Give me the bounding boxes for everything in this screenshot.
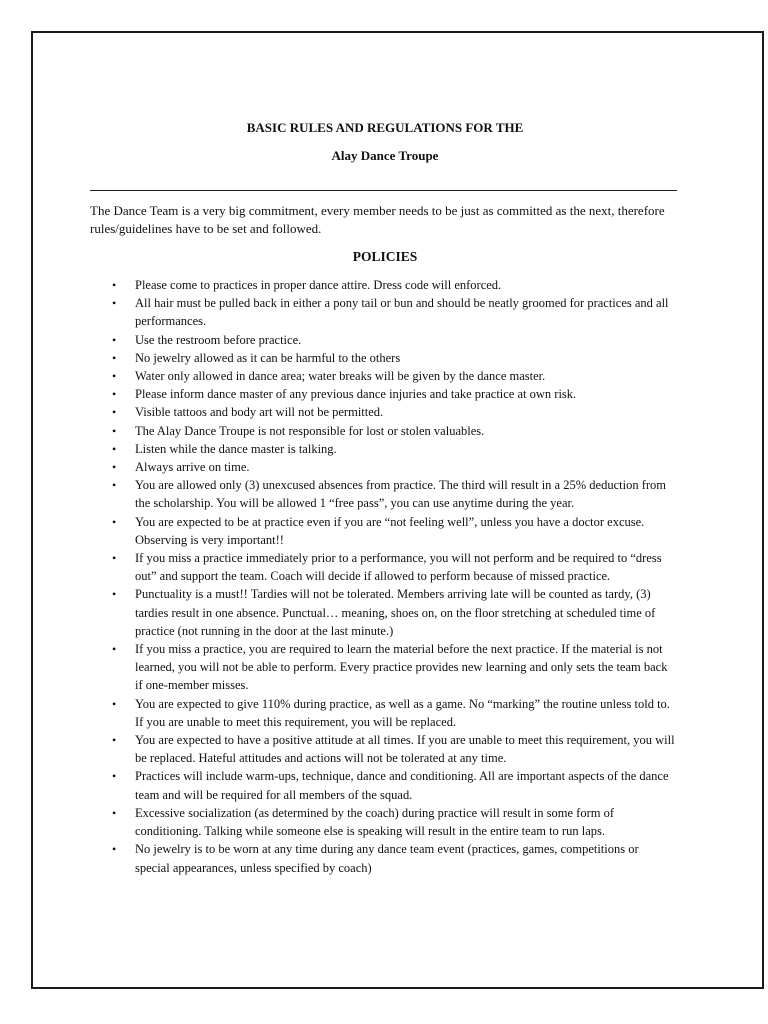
policy-text: If you miss a practice immediately prior to a performance, you will not perform and be required to “dress out” and support the team. Coach will decide if allowed to perform because of missed practice. [135,551,662,584]
policy-item [90,640,675,695]
policy-text: Punctuality is a must!! Tardies will not be tolerated. Members arriving late will be counted as tardy, (3) tardies result in one absence. Punctual… meaning, shoes on, on the floor stretching at scheduled time of practice (not running in the door at the last minute.) [135,587,656,638]
policy-item [90,731,675,767]
policy-text: Visible tattoos and body art will not be permitted. [135,405,384,420]
document-title: BASIC RULES AND REGULATIONS FOR THE [246,120,524,135]
policy-item [90,840,675,876]
policy-text: Please come to practices in proper dance attire. Dress code will enforced. [135,278,502,292]
policy-item [90,767,675,803]
policy-item [90,695,675,731]
policy-text: Water only allowed in dance area; water breaks will be given by the dance master. [135,369,546,384]
bullet-icon: • [112,278,117,292]
policy-text: Practices will include warm-ups, technique, dance and conditioning. All are important aspects of the dance team and will be required for all members of the squad. [135,769,669,802]
policy-text: Always arrive on time. [135,460,250,475]
document-subtitle: Alay Dance Troupe [331,148,439,163]
bullet-icon: • [112,423,117,438]
bullet-icon: • [112,587,117,602]
policy-text: You are expected to have a positive attitude at all times. If you are unable to meet this requirement, you will be replaced. Hateful attitudes and actions will not be tolerated at any time. [135,733,675,766]
policy-item [90,367,675,385]
bullet-icon: • [112,460,117,475]
policy-text: Listen while the dance master is talking. [135,441,337,456]
policy-text: The Alay Dance Troupe is not responsible for lost or stolen valuables. [135,423,485,438]
policy-text: Excessive socialization (as determined by the coach) during practice will result in some form of conditioning. Talking while someone else is speaking will result in the entire team to run laps. [135,805,615,839]
policy-text: If you miss a practice, you are required to learn the material before the next practice. If the material is not learned, you will not be able to perform. Every practice provides new learning and only sets the team back if one-member misses. [135,642,668,693]
bullet-icon: • [112,296,117,311]
document-body [90,118,680,877]
policy-text: Use the restroom before practice. [135,332,302,347]
policy-item [90,476,675,512]
policy-item [90,440,675,458]
bullet-icon: • [112,551,117,566]
bullet-icon: • [112,478,117,493]
bullet-icon: • [112,642,117,657]
bullet-icon: • [112,369,117,384]
policy-item [90,403,675,421]
bullet-icon: • [112,350,117,365]
policy-text: You are allowed only (3) unexcused absences from practice. The third will result in a 25% deduction from the scholarship. You will be allowed 1 “free pass”, you can use anytime during the year. [135,478,666,511]
policy-text: You are expected to be at practice even if you are “not feeling well”, unless you have a doctor excuse. Observing is very important!! [135,514,645,547]
policy-text: All hair must be pulled back in either a pony tail or bun and should be neatly groomed for practices and all performances. [135,296,669,329]
policy-item [90,422,675,440]
bullet-icon: • [112,805,117,820]
bullet-icon: • [112,696,117,711]
policy-item [90,349,675,367]
policy-item [90,585,675,640]
bullet-icon: • [112,769,117,784]
bullet-icon: • [112,441,117,456]
policy-item [90,294,675,330]
policy-item [90,804,675,840]
policy-text: Please inform dance master of any previous dance injuries and take practice at own risk. [135,387,577,402]
horizontal-rule [90,190,677,191]
policy-item [90,458,675,476]
policy-item [90,513,675,549]
policies-list [90,276,680,877]
bullet-icon: • [112,514,117,529]
bullet-icon: • [112,332,117,347]
policy-text: You are expected to give 110% during practice, as well as a game. No “marking” the routine unless told to. If you are unable to meet this requirement, you will be replaced. [135,696,670,729]
policy-item [90,276,675,294]
policy-item [90,385,675,403]
policy-text: No jewelry is to be worn at any time during any dance team event (practices, games, competitions or special appearances, unless specified by coach) [135,842,639,875]
bullet-icon: • [112,405,117,420]
policies-heading: POLICIES [352,249,418,264]
intro-paragraph: The Dance Team is a very big commitment, every member needs to be just as committed as the next, therefore rules/guidelines have to be set and followed. [90,203,665,236]
policy-item [90,549,675,585]
bullet-icon: • [112,733,117,748]
bullet-icon: • [112,842,117,857]
bullet-icon: • [112,387,117,402]
policy-item [90,331,675,349]
policy-text: No jewelry allowed as it can be harmful to the others [135,350,401,365]
